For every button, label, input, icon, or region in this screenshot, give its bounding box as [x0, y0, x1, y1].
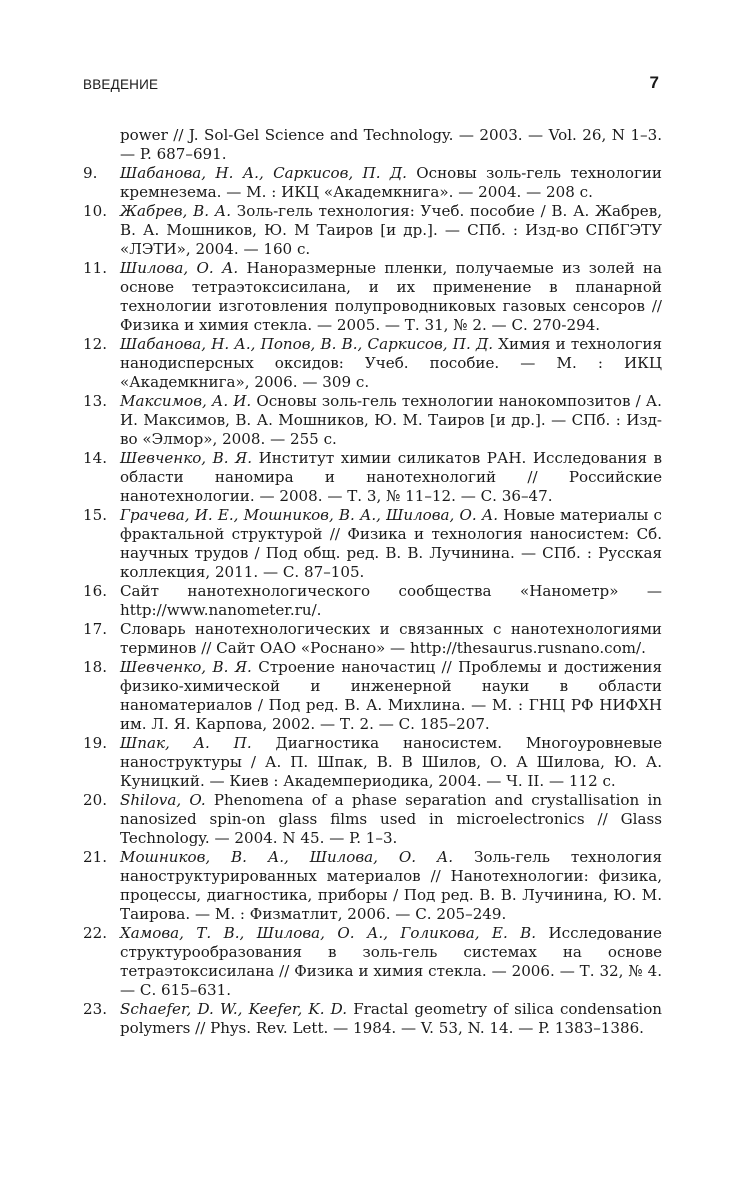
reference-body — [120, 924, 662, 1000]
reference-body — [120, 848, 662, 924]
reference-number: 19. — [83, 734, 108, 752]
reference-authors: Шпак, А. П. — [120, 734, 252, 752]
reference-text: Золь-гель технология: Учеб. пособие / В. А. Жабрев, В. А. Мошников, Ю. М Таиров [и др.]. — СПб. : Изд-во СПбГЭТУ «ЛЭТИ», 2004. — 160 с. — [120, 202, 663, 258]
reference-body — [120, 506, 662, 582]
reference-authors: Грачева, И. Е., Мошников, В. А., Шилова, О. А. — [120, 506, 499, 524]
reference-number: 9. — [83, 164, 98, 182]
reference-body — [120, 658, 662, 734]
reference-item — [83, 620, 662, 658]
reference-authors: Shilova, O. — [120, 791, 206, 809]
reference-text: Институт химии силикатов РАН. Исследования в области наномира и нанотехнологий // Российские нанотехнологии. — 2008. — Т. 3, № 11–12. — С. 36–47. — [120, 449, 663, 505]
reference-text: Новые материалы с фрактальной структурой // Физика и технология наносистем: Сб. научных трудов / Под общ. ред. В. В. Лучинина. — СПб. : Русская коллекция, 2011. — С. 87–105. — [120, 506, 662, 581]
reference-text: Исследование структурообразования в золь-гель системах на основе тетраэтоксисилана // Физика и химия стекла. — 2006. — Т. 32, № 4. — С. 615–631. — [120, 924, 662, 999]
reference-authors: Максимов, А. И. — [120, 392, 252, 410]
reference-authors: Шилова, О. А. — [120, 259, 239, 277]
reference-text: power // J. Sol-Gel Science and Technology. — 2003. — Vol. 26, N 1–3. — P. 687–691. — [120, 126, 662, 163]
reference-item — [83, 658, 662, 734]
reference-item — [83, 202, 662, 259]
reference-number: 23. — [83, 1000, 108, 1018]
reference-item — [83, 1000, 662, 1038]
reference-body — [120, 449, 662, 506]
reference-number: 13. — [83, 392, 108, 410]
reference-continuation — [83, 126, 662, 164]
reference-item — [83, 164, 662, 202]
reference-item — [83, 449, 662, 506]
reference-number: 16. — [83, 582, 108, 600]
reference-authors: Шабанова, Н. А., Попов, В. В., Саркисов, П. Д. — [120, 335, 494, 353]
reference-text: Основы золь-гель технологии кремнезема. — М. : ИКЦ «Академкнига». — 2004. — 208 с. — [120, 164, 662, 201]
reference-number: 21. — [83, 848, 108, 866]
reference-item — [83, 848, 662, 924]
reference-number: 11. — [83, 259, 108, 277]
reference-number: 15. — [83, 506, 108, 524]
reference-list — [83, 126, 662, 1038]
reference-item — [83, 791, 662, 848]
reference-text: Fractal geometry of silica condensation polymers // Phys. Rev. Lett. — 1984. — V. 53, N. 14. — P. 1383–1386. — [120, 1000, 662, 1037]
reference-body — [120, 392, 662, 449]
reference-body — [120, 1000, 662, 1038]
reference-body — [120, 620, 662, 658]
reference-item — [83, 392, 662, 449]
reference-authors: Шабанова, Н. А., Саркисов, П. Д. — [120, 164, 407, 182]
reference-text: Диагностика наносистем. Многоуровневые наноструктуры / А. П. Шпак, В. В Шилов, О. А Шилова, Ю. А. Куницкий. — Киев : Академпериодика, 2004. — Ч. II. — 112 с. — [120, 734, 663, 790]
reference-text: Словарь нанотехнологических и связанных с нанотехнологиями терминов // Сайт ОАО «Роснано» — http://thesaurus.rusnano.com/. — [120, 620, 662, 657]
reference-body — [120, 734, 662, 791]
reference-item — [83, 582, 662, 620]
reference-item — [83, 335, 662, 392]
reference-text: Строение наночастиц // Проблемы и достижения физико-химической и инженерной науки в области наноматериалов / Под ред. В. А. Михлина. — М. : ГНЦ РФ НИФХН им. Л. Я. Карпова, 2002. — Т. 2. — С. 185–207. — [120, 658, 662, 733]
reference-body — [120, 202, 662, 259]
reference-number: 22. — [83, 924, 108, 942]
reference-item — [83, 924, 662, 1000]
reference-body — [120, 791, 662, 848]
reference-number: 12. — [83, 335, 108, 353]
reference-item — [83, 259, 662, 335]
reference-number: 17. — [83, 620, 108, 638]
reference-authors: Schaefer, D. W., Keefer, K. D. — [120, 1000, 348, 1018]
reference-text: Золь-гель технология наноструктурированных материалов // Нанотехнологии: физика, процессы, диагностика, приборы / Под ред. В. В. Лучинина, Ю. М. Таирова. — М. : Физматлит, 2006. — С. 205–249. — [120, 848, 663, 923]
reference-item — [83, 506, 662, 582]
running-title: ВВЕДЕНИЕ — [83, 77, 159, 92]
reference-body — [120, 164, 662, 202]
reference-authors: Хамова, Т. В., Шилова, О. А., Голикова, Е. В. — [120, 924, 537, 942]
reference-authors: Мошников, В. А., Шилова, О. А. — [120, 848, 454, 866]
reference-text: Основы золь-гель технологии нанокомпозитов / А. И. Максимов, В. А. Мошников, Ю. М. Таиров [и др.]. — СПб. : Изд-во «Элмор», 2008. — 255 с. — [120, 392, 662, 448]
reference-text: Phenomena of a phase separation and crystallisation in nanosized spin-on glass films used in microelectronics // Glass Technology. — 2004. N 45. — P. 1–3. — [120, 791, 662, 847]
reference-text: Сайт нанотехнологического сообщества «Нанометр» — http://www.nanometer.ru/. — [120, 582, 662, 619]
page-number: 7 — [649, 73, 659, 92]
reference-body — [120, 582, 662, 620]
reference-text: Химия и технология нанодисперсных оксидов: Учеб. пособие. — М. : ИКЦ «Академкнига», 2006. — 309 с. — [120, 335, 662, 391]
reference-number: 20. — [83, 791, 108, 809]
reference-authors: Шевченко, В. Я. — [120, 449, 253, 467]
reference-text: Наноразмерные пленки, получаемые из золей на основе тетраэтоксисилана, и их применение в планарной технологии изготовления полупроводниковых газовых сенсоров // Физика и химия стекла. — 2005. — Т. 31, № 2. — С. 270-294. — [120, 259, 662, 334]
reference-body — [120, 335, 662, 392]
reference-body — [120, 259, 662, 335]
reference-number: 14. — [83, 449, 108, 467]
reference-number: 10. — [83, 202, 108, 220]
reference-authors: Шевченко, В. Я. — [120, 658, 252, 676]
reference-item — [83, 734, 662, 791]
reference-number: 18. — [83, 658, 108, 676]
reference-authors: Жабрев, В. А. — [120, 202, 232, 220]
